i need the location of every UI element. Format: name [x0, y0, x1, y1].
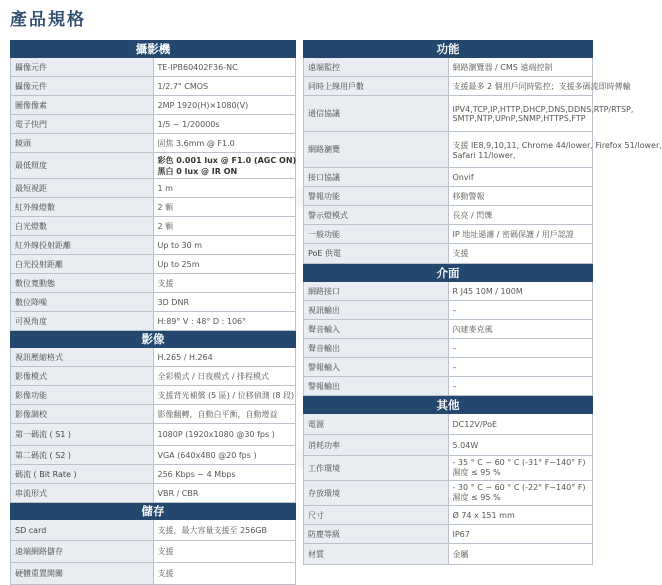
spec-label: 電子快門: [11, 115, 154, 134]
spec-value-line: 2MP 1920(H)×1080(V): [157, 100, 249, 110]
spec-label: 防塵等級: [304, 525, 449, 544]
spec-label: 警報輸入: [304, 358, 449, 377]
spec-value: [448, 544, 593, 565]
spec-value-line: 黑白 0 lux @ IR ON: [157, 166, 238, 176]
spec-value: [153, 198, 296, 217]
spec-label: 碼流 ( Bit Rate ): [11, 465, 154, 484]
spec-label: 攝像元件: [11, 77, 154, 96]
spec-label: 聲音輸出: [304, 339, 449, 358]
spec-value: [153, 446, 296, 465]
spec-row: [11, 312, 296, 331]
spec-label: 通信協議: [304, 96, 449, 132]
spec-value-line: –: [452, 381, 457, 391]
spec-value-line: 1080P (1920x1080 @30 fps ): [157, 430, 275, 439]
spec-value-line: Onvif: [452, 172, 474, 182]
page-title: 產品規格: [10, 10, 86, 30]
spec-row: [11, 198, 296, 217]
spec-value: [448, 77, 631, 96]
spec-row: [11, 134, 296, 153]
spec-value-line: Ø 74 x 151 mm: [452, 510, 515, 520]
interface-section-header: 介面: [304, 264, 593, 282]
spec-value: [153, 77, 296, 96]
spec-row: [11, 348, 296, 367]
spec-row: [304, 481, 593, 506]
spec-label: 存放環境: [304, 481, 449, 506]
spec-label: 最短視距: [11, 179, 154, 198]
spec-value: [153, 293, 296, 312]
spec-value-line: 網路瀏覽器 / CMS 遠端控制: [452, 62, 553, 72]
spec-label: 串流形式: [11, 484, 154, 503]
spec-row: [11, 77, 296, 96]
spec-row: [11, 293, 296, 312]
spec-row: [11, 520, 296, 541]
spec-value: [448, 58, 593, 77]
spec-label: 攝像元件: [11, 58, 154, 77]
spec-label: 電源: [304, 414, 449, 435]
spec-value: [448, 525, 593, 544]
spec-row: [304, 77, 593, 96]
spec-value: [153, 484, 296, 503]
spec-value-line: TE-IPB60402F36-NC: [157, 62, 238, 72]
spec-label: 硬體重置開關: [11, 563, 154, 585]
spec-value-line: 固焦 3.6mm @ F1.0: [157, 138, 235, 148]
spec-value-line: 5.04W: [452, 440, 479, 450]
spec-value: [448, 225, 593, 244]
spec-value: [448, 377, 593, 396]
spec-label: 可視角度: [11, 312, 154, 331]
spec-row: [304, 358, 593, 377]
spec-value: [153, 134, 296, 153]
spec-label: 視訊輸出: [304, 301, 449, 320]
spec-label: 遠端監控: [304, 58, 449, 77]
spec-row: [11, 541, 296, 563]
spec-value: [448, 206, 593, 225]
spec-value: [153, 236, 296, 255]
spec-row: [11, 446, 296, 465]
spec-value-line: 支援: [157, 569, 174, 578]
spec-value: [448, 96, 634, 132]
spec-label: 白光投射距離: [11, 255, 154, 274]
spec-label: PoE 供電: [304, 244, 449, 264]
spec-label: 消耗功率: [304, 435, 449, 456]
spec-label: SD card: [11, 520, 154, 541]
spec-label: 警示燈模式: [304, 206, 449, 225]
spec-label: 影像功能: [11, 386, 154, 405]
spec-value: [448, 244, 593, 264]
spec-label: 第二碼流 ( S2 ): [11, 446, 154, 465]
spec-value: [448, 435, 593, 456]
spec-value-line: VGA (640x480 @20 fps ): [157, 450, 257, 460]
spec-value: [153, 274, 296, 293]
spec-value-line: IP67: [452, 529, 470, 539]
spec-row: [304, 320, 593, 339]
spec-label: 網路接口: [304, 282, 449, 301]
spec-value: [448, 481, 593, 506]
storage-section-header: 儲存: [11, 503, 296, 520]
spec-row: [304, 456, 593, 481]
spec-row: [304, 187, 593, 206]
spec-row: [11, 96, 296, 115]
spec-value-line: 金屬: [452, 549, 469, 559]
spec-value-line: 支援: [157, 547, 174, 556]
other-section-header: 其他: [304, 396, 593, 414]
spec-value-line: H:89° V : 48° D : 106°: [157, 316, 247, 326]
spec-value: [153, 58, 296, 77]
spec-value: [153, 255, 296, 274]
spec-value-line: Up to 30 m: [157, 240, 203, 250]
spec-row: [11, 115, 296, 134]
spec-value-line: 1 m: [157, 183, 173, 193]
spec-value-line: 濕度 ≤ 95 %: [452, 493, 501, 502]
spec-row: [304, 225, 593, 244]
spec-row: [304, 414, 593, 435]
spec-label: 工作環境: [304, 456, 449, 481]
spec-value-line: 支援: [452, 249, 469, 258]
right-spec-table: [303, 40, 662, 565]
spec-row: [304, 377, 593, 396]
spec-value-line: 長亮 / 閃爍: [452, 210, 493, 220]
spec-value-line: 彩色 0.001 lux @ F1.0 (AGC ON): [157, 155, 297, 165]
spec-row: [304, 435, 593, 456]
spec-value-line: H.265 / H.264: [157, 352, 213, 362]
spec-label: 網路瀏覽: [304, 132, 449, 168]
spec-value-line: IPV4,TCP,IP,HTTP,DHCP,DNS,DDNS,RTP/RTSP,: [452, 104, 634, 114]
spec-row: [304, 301, 593, 320]
spec-value: [448, 339, 593, 358]
spec-value-line: 1/5 ~ 1/20000s: [157, 119, 220, 129]
spec-row: [304, 525, 593, 544]
spec-value-line: 移動警報: [452, 191, 485, 201]
spec-row: [11, 424, 296, 446]
spec-value: [448, 132, 662, 168]
spec-value-line: 內建麥克風: [452, 324, 493, 334]
spec-label: 最低照度: [11, 153, 154, 179]
spec-row: [11, 405, 296, 424]
spec-label: 警報輸出: [304, 377, 449, 396]
spec-value-line: –: [452, 362, 457, 372]
spec-value-line: –: [452, 343, 457, 353]
spec-label: 紅外線投射距離: [11, 236, 154, 255]
spec-label: 視訊壓縮格式: [11, 348, 154, 367]
spec-value-line: 支援 IE8,9,10,11, Chrome 44/lower, Firefox 51/lower,: [452, 140, 662, 150]
spec-value-line: –: [452, 305, 457, 315]
spec-row: [304, 58, 593, 77]
spec-value-line: 支援背光補償 (5 區) / 位移偵測 (8 段): [157, 390, 295, 400]
spec-row: [304, 282, 593, 301]
right-spec-column: [303, 40, 662, 565]
spec-row: [304, 96, 593, 132]
spec-label: 數位降噪: [11, 293, 154, 312]
spec-label: 白光燈數: [11, 217, 154, 236]
spec-row: [11, 274, 296, 293]
spec-value: [153, 424, 296, 446]
spec-value-line: SMTP,NTP,UPnP,SNMP,HTTPS,FTP: [452, 113, 586, 123]
spec-value-line: 2 顆: [157, 221, 174, 231]
spec-value: [448, 301, 593, 320]
spec-value-line: 影像翻轉，自動白平衡，自動增益: [157, 409, 278, 419]
spec-row: [304, 339, 593, 358]
spec-value: [448, 320, 593, 339]
image-section-header: 影像: [11, 331, 296, 348]
spec-label: 第一碼流 ( S1 ): [11, 424, 154, 446]
spec-row: [304, 168, 593, 187]
spec-value: [448, 187, 593, 206]
spec-value-line: VBR / CBR: [157, 488, 199, 498]
spec-value: [448, 506, 593, 525]
spec-value: [153, 541, 296, 563]
spec-value: [153, 115, 296, 134]
spec-label: 遠端網路儲存: [11, 541, 154, 563]
spec-label: 影像模式: [11, 367, 154, 386]
spec-value-line: 2 顆: [157, 202, 174, 212]
spec-row: [304, 244, 593, 264]
spec-value: [153, 405, 296, 424]
spec-value-line: R J45 10M / 100M: [452, 286, 523, 296]
spec-value-line: DC12V/PoE: [452, 419, 498, 429]
spec-value-line: 支援最多 2 個用戶同時監控；支援多碼流即時傳輸: [452, 81, 631, 91]
spec-row: [11, 465, 296, 484]
spec-value: [448, 456, 593, 481]
spec-row: [304, 206, 593, 225]
spec-value-line: 全彩模式 / 日夜模式 / 排程模式: [157, 371, 270, 381]
spec-value-line: 3D DNR: [157, 297, 189, 307]
spec-value: [153, 520, 296, 541]
left-spec-column: [10, 40, 296, 585]
spec-row: [304, 544, 593, 565]
spec-value-line: Up to 25m: [157, 259, 200, 269]
spec-value: [448, 414, 593, 435]
spec-label: 聲音輸入: [304, 320, 449, 339]
spec-row: [11, 386, 296, 405]
camera-section-header: 攝影機: [11, 41, 296, 58]
spec-label: 材質: [304, 544, 449, 565]
spec-value: [153, 348, 296, 367]
spec-label: 同時上線用戶數: [304, 77, 449, 96]
spec-value: [153, 153, 296, 179]
left-spec-table: [10, 40, 296, 585]
spec-value: [448, 358, 593, 377]
spec-value: [448, 168, 593, 187]
spec-row: [304, 132, 593, 168]
spec-row: [11, 179, 296, 198]
spec-value-line: 256 Kbps ~ 4 Mbps: [157, 469, 236, 479]
spec-value: [153, 367, 296, 386]
spec-value-line: 濕度 ≤ 95 %: [452, 468, 501, 477]
spec-value-line: 1/2.7" CMOS: [157, 81, 209, 91]
spec-value: [153, 312, 296, 331]
spec-row: [304, 506, 593, 525]
spec-row: [11, 236, 296, 255]
spec-row: [11, 563, 296, 585]
spec-value: [153, 563, 296, 585]
spec-label: 接口協議: [304, 168, 449, 187]
spec-value-line: IP 地址過濾 / 密碼保護 / 用戶認證: [452, 229, 574, 239]
spec-value: [153, 96, 296, 115]
spec-value: [153, 465, 296, 484]
spec-row: [11, 255, 296, 274]
spec-value: [153, 386, 296, 405]
spec-label: 圖像像素: [11, 96, 154, 115]
spec-value-line: - 35 ° C ~ 60 ° C (-31° F~140° F): [452, 458, 586, 467]
spec-label: 鏡頭: [11, 134, 154, 153]
spec-row: [11, 217, 296, 236]
spec-value-line: 支援，最大容量支援至 256GB: [157, 525, 267, 535]
spec-label: 警報功能: [304, 187, 449, 206]
spec-label: 尺寸: [304, 506, 449, 525]
spec-row: [11, 58, 296, 77]
spec-value-line: 支援: [157, 278, 174, 288]
spec-row: [11, 484, 296, 503]
spec-label: 紅外線燈數: [11, 198, 154, 217]
spec-row: [11, 367, 296, 386]
spec-value: [153, 217, 296, 236]
spec-value: [153, 179, 296, 198]
spec-label: 影像調校: [11, 405, 154, 424]
spec-label: 一般功能: [304, 225, 449, 244]
spec-value: [448, 282, 593, 301]
spec-value-line: - 30 ° C ~ 60 ° C (-22° F~140° F): [452, 483, 586, 492]
spec-row: [11, 153, 296, 179]
function-section-header: 功能: [304, 41, 593, 58]
spec-value-line: Safari 11/lower,: [452, 150, 516, 160]
spec-label: 數位寬動態: [11, 274, 154, 293]
